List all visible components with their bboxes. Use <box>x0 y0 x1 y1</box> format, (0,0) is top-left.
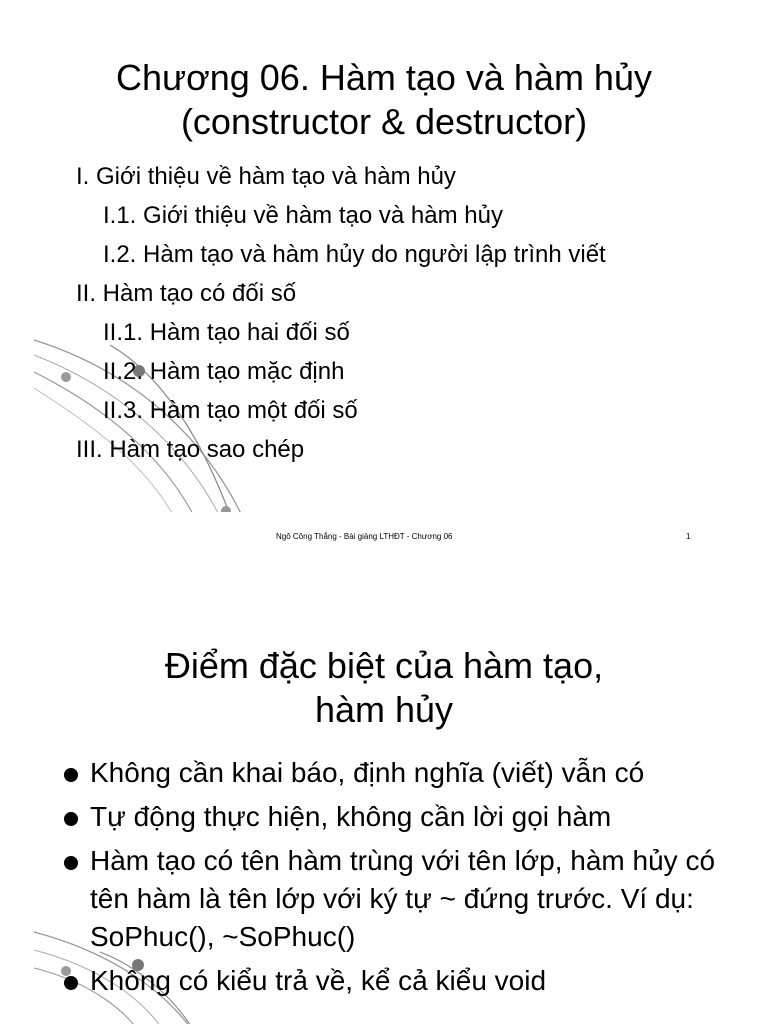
slide-footer-text: Ngô Công Thắng - Bài giảng LTHĐT - Chương 06 <box>276 532 453 541</box>
bullet-text: Hàm tạo có tên hàm trùng với tên lớp, hàm hủy có tên hàm là tên lớp với ký tự ~ đứng trước. Ví dụ: SoPhuc(), ~SoPhuc() <box>90 845 716 952</box>
dot-icon <box>61 372 71 382</box>
bullet-icon <box>64 976 78 990</box>
outline-item: I.1. Giới thiệu về hàm tạo và hàm hủy <box>103 202 503 229</box>
slide-2 <box>0 512 768 1024</box>
bullet-list <box>62 754 722 1006</box>
outline-item: II.3. Hàm tạo một đối số <box>103 397 358 424</box>
slide-title <box>0 56 768 144</box>
bullet-icon <box>64 768 78 782</box>
outline-item: I.2. Hàm tạo và hàm hủy do người lập trình viết <box>103 241 606 268</box>
outline-item: II.1. Hàm tạo hai đối số <box>103 319 350 346</box>
bullet-text: Không cần khai báo, định nghĩa (viết) vẫn có <box>90 757 645 788</box>
bullet-icon <box>64 812 78 826</box>
title-line: (constructor & destructor) <box>180 101 588 142</box>
slide-page-number: 1 <box>686 532 691 541</box>
slide-title <box>0 644 768 732</box>
bullet-item <box>62 962 722 1000</box>
outline-item: II.2. Hàm tạo mặc định <box>103 358 345 385</box>
bullet-icon <box>64 856 78 870</box>
bullet-text: Tự động thực hiện, không cần lời gọi hàm <box>90 801 612 832</box>
bullet-text: Không có kiểu trả về, kể cả kiểu void <box>90 965 547 996</box>
outline-item: I. Giới thiệu về hàm tạo và hàm hủy <box>76 163 456 190</box>
title-line: Chương 06. Hàm tạo và hàm hủy <box>116 57 652 98</box>
bullet-item <box>62 798 722 836</box>
outline-item: III. Hàm tạo sao chép <box>76 436 305 463</box>
title-line: hàm hủy <box>314 689 454 730</box>
title-line: Điểm đặc biệt của hàm tạo, <box>164 645 604 686</box>
bullet-item <box>62 842 722 956</box>
bullet-item <box>62 754 722 792</box>
outline-item: II. Hàm tạo có đối số <box>76 280 297 307</box>
